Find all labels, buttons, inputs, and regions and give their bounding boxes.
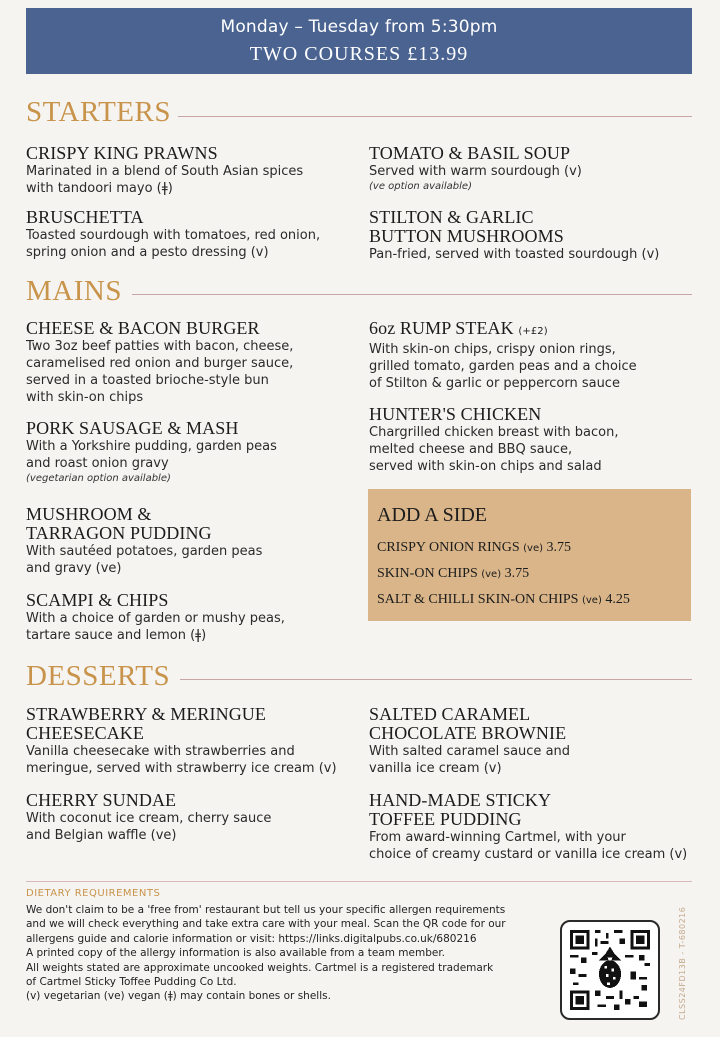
item-name: BRUSCHETTA bbox=[26, 207, 144, 227]
desserts-heading: DESSERTS bbox=[26, 660, 171, 692]
item-name: STILTON & GARLIC bbox=[369, 207, 534, 227]
item-name: HAND-MADE STICKY bbox=[369, 790, 552, 810]
starters-divider bbox=[178, 116, 692, 117]
side-name: CRISPY ONION RINGS bbox=[377, 540, 520, 555]
item-name: PORK SAUSAGE & MASH bbox=[26, 418, 239, 438]
dietary-line: A printed copy of the allergy information is also available from a team member. bbox=[26, 947, 446, 960]
item-name: CHERRY SUNDAE bbox=[26, 790, 177, 810]
starter-bruschetta bbox=[26, 208, 346, 261]
item-desc: Toasted sourdough with tomatoes, red onion, bbox=[26, 228, 321, 243]
item-note: (ve option available) bbox=[369, 181, 472, 192]
dietary-line: allergens guide and calorie information or visit: https://links.digitalpubs.co.uk/680216 bbox=[26, 932, 477, 945]
footer-divider bbox=[26, 881, 692, 882]
item-name: TOMATO & BASIL SOUP bbox=[369, 143, 571, 163]
item-desc: With a choice of garden or mushy peas, bbox=[26, 611, 285, 626]
item-desc: With a Yorkshire pudding, garden peas bbox=[26, 439, 277, 454]
item-desc: Chargrilled chicken breast with bacon, bbox=[369, 425, 619, 440]
item-name: SALTED CARAMEL bbox=[369, 704, 531, 724]
item-name-text: 6oz RUMP STEAK bbox=[369, 318, 514, 338]
item-name: CHEESE & BACON BURGER bbox=[26, 318, 260, 338]
item-name: TARRAGON PUDDING bbox=[26, 523, 212, 543]
dietary-line: We don't claim to be a 'free from' restaurant but tell us your specific allergen requirements bbox=[26, 904, 506, 916]
item-desc: Two 3oz beef patties with bacon, cheese, bbox=[26, 339, 294, 354]
item-desc: With salted caramel sauce and bbox=[369, 744, 571, 759]
item-name: SCAMPI & CHIPS bbox=[26, 590, 169, 610]
main-scampi-chips bbox=[26, 591, 346, 644]
desserts-divider bbox=[180, 679, 692, 680]
item-name: HUNTER'S CHICKEN bbox=[369, 404, 542, 424]
item-desc: With skin-on chips, crispy onion rings, bbox=[369, 342, 616, 357]
side-tag: (ve) bbox=[581, 595, 602, 606]
main-hunters-chicken bbox=[369, 405, 691, 475]
dessert-cherry-sundae bbox=[26, 791, 356, 844]
starters-heading: STARTERS bbox=[26, 96, 171, 128]
side-item bbox=[377, 592, 630, 608]
dietary-line: (v) vegetarian (ve) vegan (ǂ) may contain bones or shells. bbox=[26, 990, 331, 1003]
dessert-sticky-toffee-pudding bbox=[369, 791, 691, 863]
side-name: SALT & CHILLI SKIN-ON CHIPS bbox=[377, 592, 579, 607]
item-desc: Vanilla cheesecake with strawberries and bbox=[26, 744, 295, 759]
side-price: 4.25 bbox=[605, 592, 630, 607]
item-desc: with skin-on chips bbox=[26, 390, 144, 405]
item-name: BUTTON MUSHROOMS bbox=[369, 226, 564, 246]
item-note: (vegetarian option available) bbox=[26, 473, 171, 484]
side-tag: (ve) bbox=[523, 543, 543, 554]
item-desc: served in a toasted brioche-style bun bbox=[26, 373, 269, 388]
starter-crispy-king-prawns bbox=[26, 144, 346, 197]
side-price: 3.75 bbox=[504, 566, 530, 581]
item-name: CHEESECAKE bbox=[26, 723, 144, 743]
item-desc: Marinated in a blend of South Asian spices bbox=[26, 164, 304, 179]
dietary-line: All weights stated are approximate uncooked weights. Cartmel is a registered trademark bbox=[26, 961, 494, 974]
item-desc: choice of creamy custard or vanilla ice cream (v) bbox=[369, 847, 688, 862]
item-desc: grilled tomato, garden peas and a choice bbox=[369, 359, 637, 374]
side-item bbox=[377, 566, 529, 582]
dietary-line: of Cartmel Sticky Toffee Pudding Co Ltd. bbox=[26, 976, 237, 989]
offer-banner bbox=[26, 8, 692, 74]
qr-code-icon bbox=[570, 930, 650, 1010]
dietary-heading: DIETARY REQUIREMENTS bbox=[26, 888, 161, 899]
side-name: SKIN-ON CHIPS bbox=[377, 566, 478, 581]
item-desc: melted cheese and BBQ sauce, bbox=[369, 442, 573, 457]
add-a-side-box bbox=[368, 489, 691, 621]
item-name bbox=[369, 319, 691, 341]
item-desc: served with skin-on chips and salad bbox=[369, 459, 602, 474]
side-item bbox=[377, 540, 571, 556]
item-name: MUSHROOM & bbox=[26, 504, 152, 524]
dietary-text bbox=[26, 903, 536, 1004]
item-desc: With coconut ice cream, cherry sauce bbox=[26, 811, 272, 826]
dessert-salted-caramel-brownie bbox=[369, 705, 691, 777]
item-desc: Pan-fried, served with toasted sourdough (v) bbox=[369, 247, 660, 262]
side-price: 3.75 bbox=[546, 540, 571, 555]
dietary-line: and we will check everything and take extra care with your meal. Scan the QR code for our bbox=[26, 918, 506, 931]
item-desc: with tandoori mayo (ǂ) bbox=[26, 181, 173, 196]
mains-divider bbox=[132, 294, 692, 295]
item-desc: vanilla ice cream (v) bbox=[369, 761, 502, 776]
item-desc: and gravy (ve) bbox=[26, 561, 122, 576]
starter-stilton-mushrooms bbox=[369, 208, 689, 263]
print-code: CLSS24FD13B - T-680216 bbox=[678, 906, 687, 1020]
item-desc: and roast onion gravy bbox=[26, 456, 169, 471]
main-mushroom-tarragon-pudding bbox=[26, 505, 346, 577]
item-desc: From award-winning Cartmel, with your bbox=[369, 830, 626, 845]
item-desc: caramelised red onion and burger sauce, bbox=[26, 356, 294, 371]
item-name: CRISPY KING PRAWNS bbox=[26, 143, 218, 163]
main-rump-steak bbox=[369, 319, 691, 392]
item-desc: With sautéed potatoes, garden peas bbox=[26, 544, 263, 559]
item-name: CHOCOLATE BROWNIE bbox=[369, 723, 567, 743]
item-name: TOFFEE PUDDING bbox=[369, 809, 522, 829]
offer-price: TWO COURSES £13.99 bbox=[249, 43, 469, 65]
mains-heading: MAINS bbox=[26, 275, 122, 307]
item-desc: and Belgian waffle (ve) bbox=[26, 828, 177, 843]
surcharge: (+£2) bbox=[518, 326, 548, 337]
item-desc: of Stilton & garlic or peppercorn sauce bbox=[369, 376, 620, 391]
item-desc: Served with warm sourdough (v) bbox=[369, 164, 582, 179]
main-cheese-bacon-burger bbox=[26, 319, 346, 406]
item-desc: meringue, served with strawberry ice cream (v) bbox=[26, 761, 337, 776]
item-name: STRAWBERRY & MERINGUE bbox=[26, 704, 267, 724]
offer-days: Monday – Tuesday from 5:30pm bbox=[220, 17, 498, 37]
starter-tomato-basil-soup bbox=[369, 144, 689, 194]
qr-code[interactable] bbox=[560, 920, 660, 1020]
item-desc: spring onion and a pesto dressing (v) bbox=[26, 245, 269, 260]
sides-heading: ADD A SIDE bbox=[377, 504, 488, 526]
side-tag: (ve) bbox=[481, 569, 502, 580]
main-pork-sausage-mash bbox=[26, 419, 346, 486]
item-desc: tartare sauce and lemon (ǂ) bbox=[26, 628, 207, 643]
dessert-strawberry-cheesecake bbox=[26, 705, 356, 777]
